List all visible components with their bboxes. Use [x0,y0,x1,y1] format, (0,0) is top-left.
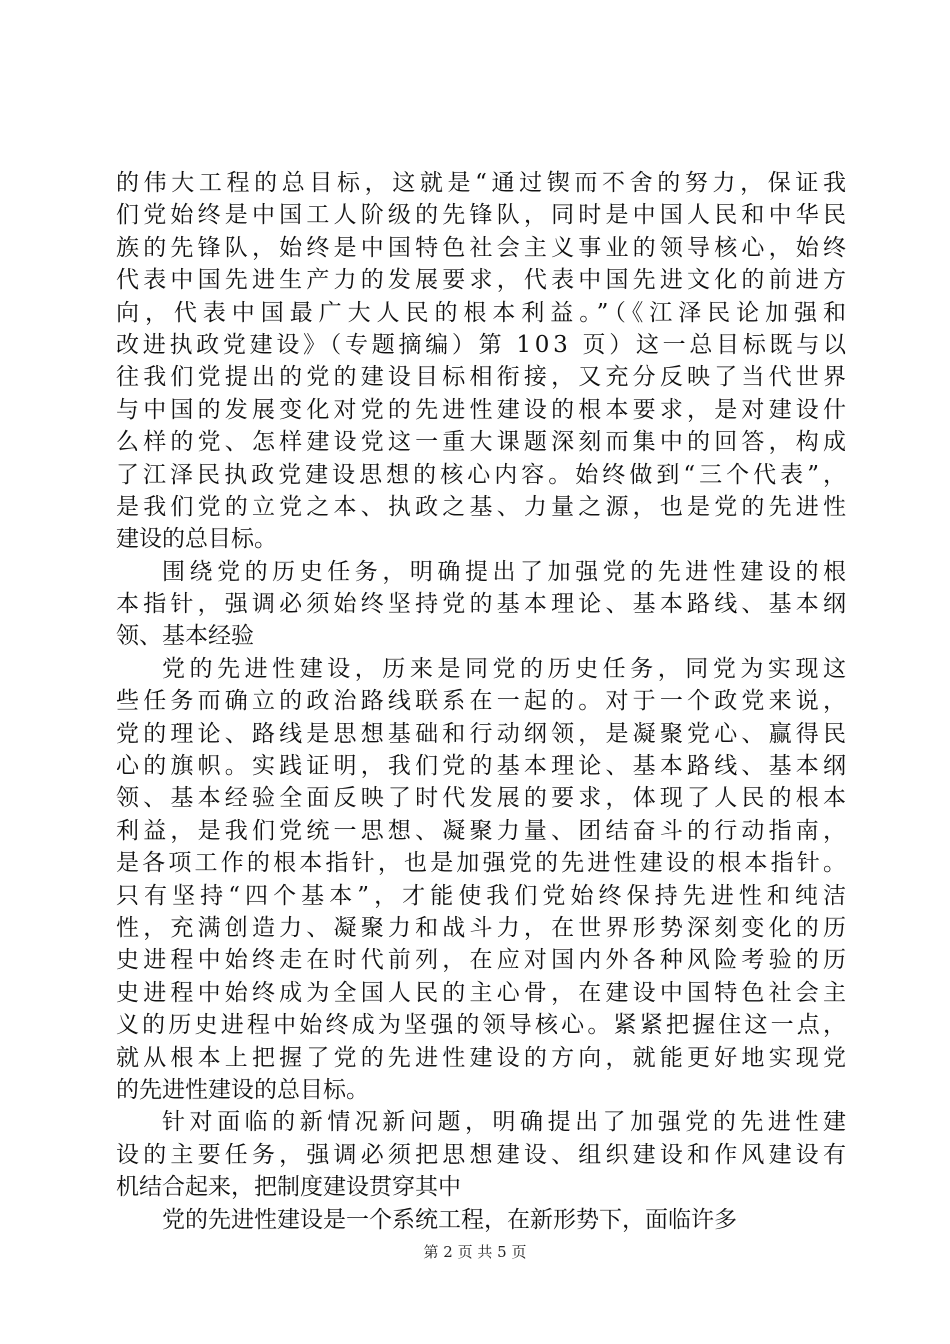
text-line: 本指针，强调必须始终坚持党的基本理论、基本路线、基本纲 [116,591,851,618]
page-footer: 第 2 页 共 5 页 [423,1243,527,1261]
text-line: 党的先进性建设是一个系统工程，在新形势下，面临许多 [162,1206,737,1233]
text-line: 就从根本上把握了党的先进性建设的方向，就能更好地实现党 [116,1044,851,1071]
document-body [116,167,852,1236]
text-line: 心的旗帜。实践证明，我们党的基本理论、基本路线、基本纲 [116,753,851,780]
text-line: 向，代表中国最广大人民的根本利益。”（《江泽民论加强和 [116,299,852,326]
text-line: 了江泽民执政党建设思想的核心内容。始终做到“三个代表”， [116,461,850,488]
text-line: 党的先进性建设，历来是同党的历史任务，同党为实现这 [162,655,851,682]
text-line: 设的主要任务，强调必须把思想建设、组织建设和作风建设有 [116,1141,851,1168]
text-line: 代表中国先进生产力的发展要求，代表中国先进文化的前进方 [116,267,851,294]
text-line: 些任务而确立的政治路线联系在一起的。对于一个政党来说， [116,688,851,715]
text-line: 是各项工作的根本指针，也是加强党的先进性建设的根本指针。 [116,850,850,877]
text-line: 史进程中始终走在时代前列，在应对国内外各种风险考验的历 [116,947,851,974]
text-line: 史进程中始终成为全国人民的主心骨，在建设中国特色社会主 [116,979,851,1006]
text-line: 领、基本经验全面反映了时代发展的要求，体现了人民的根本 [116,785,851,812]
text-line: 性，充满创造力、凝聚力和战斗力，在世界形势深刻变化的历 [116,914,851,941]
text-line: 改进执政党建设》（专题摘编）第 103 页）这一总目标既与以 [116,331,850,358]
text-line: 围绕党的历史任务，明确提出了加强党的先进性建设的根 [162,558,851,585]
text-line: 利益，是我们党统一思想、凝聚力量、团结奋斗的行动指南， [116,817,851,844]
text-line: 机结合起来，把制度建设贯穿其中 [116,1174,461,1201]
text-line: 的伟大工程的总目标，这就是“通过锲而不舍的努力，保证我 [116,170,851,196]
text-line: 的先进性建设的总目标。 [116,1076,369,1103]
text-line: 领、基本经验 [116,623,254,650]
text-line: 义的历史进程中始终成为坚强的领导核心。紧紧把握住这一点， [116,1012,850,1039]
text-line: 们党始终是中国工人阶级的先锋队，同时是中国人民和中华民 [116,202,851,229]
text-line: 是我们党的立党之本、执政之基、力量之源，也是党的先进性 [116,493,851,520]
text-line: 针对面临的新情况新问题，明确提出了加强党的先进性建 [162,1109,851,1136]
text-line: 建设的总目标。 [116,526,277,553]
text-line: 党的理论、路线是思想基础和行动纲领，是凝聚党心、赢得民 [116,720,851,747]
text-line: 只有坚持“四个基本”，才能使我们党始终保持先进性和纯洁 [116,882,852,909]
text-line: 与中国的发展变化对党的先进性建设的根本要求，是对建设什 [116,396,851,423]
text-line: 么样的党、怎样建设党这一重大课题深刻而集中的回答，构成 [116,429,851,456]
text-line: 族的先锋队，始终是中国特色社会主义事业的领导核心，始终 [116,234,851,261]
text-line: 往我们党提出的党的建设目标相衔接，又充分反映了当代世界 [116,364,851,391]
